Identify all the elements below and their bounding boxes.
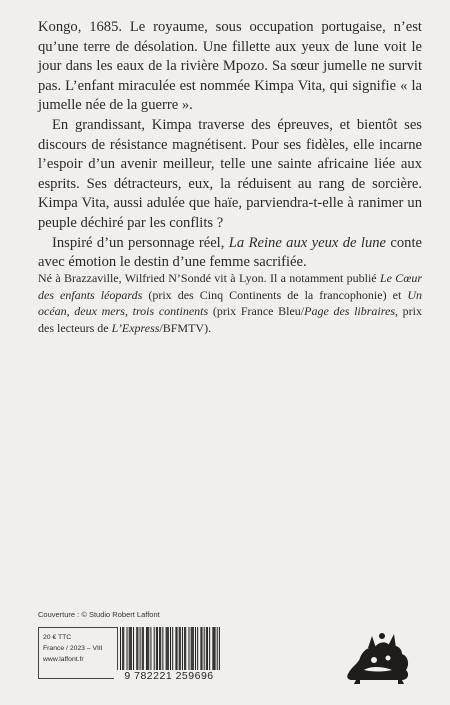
bio-text-3: (prix France Bleu/ <box>208 304 305 319</box>
book-title: La Reine aux yeux de lune <box>228 234 387 251</box>
price-box <box>38 627 118 679</box>
blurb-text <box>38 18 422 273</box>
bio-magazine: L’Express <box>111 320 160 335</box>
bio-text-2: (prix des Cinq Continents de la francophonie) et <box>142 287 408 302</box>
edition-label: France / 2023 – VIII <box>43 645 103 652</box>
publisher-logo-icon <box>338 626 418 686</box>
isbn-digits: 9 782221 259696 <box>114 670 224 682</box>
blurb-p3-text-b: conte avec émotion le destin d’une femme sacrifiée. <box>38 234 422 271</box>
bio-prize-name: Page des libraires <box>304 304 395 319</box>
bio-book-1: Le Cœur des enfants léopards <box>38 271 422 302</box>
blurb-paragraph-3 <box>38 234 422 273</box>
bio-book-2: Un océan, deux mers, trois continents <box>38 287 423 319</box>
bio-text-5: /BFMTV). <box>159 320 212 335</box>
publisher-url: www.laffont.fr <box>43 656 84 663</box>
blurb-p3-text-a: Inspiré d’un personnage réel, <box>52 234 229 251</box>
author-bio <box>38 270 422 336</box>
price-label: 20 € TTC <box>43 634 72 641</box>
blurb-paragraph-2: En grandissant, Kimpa traverse des épreuves, et bientôt ses discours de résistance magnétisent. Pour ses fidèles, elle incarne l’espoir d’un avenir meilleur, telle une sainte africaine liée aux esprits. Ses détracteurs, eux, la réduisent au rang de sorcière. Kimpa Vita, aussi adulée que haïe, parviendra-t-elle à ranimer un peuple déchiré par les conflits ? <box>38 116 422 231</box>
bio-text-1: Né à Brazzaville, Wilfried N’Sondé vit à Lyon. Il a notamment publié <box>38 271 380 285</box>
blurb-paragraph-1: Kongo, 1685. Le royaume, sous occupation portugaise, n’est qu’une terre de désolation. Une fillette aux yeux de lune voit le jour dans les eaux de la rivière Mpozo. Sa sœur jumelle ne survit pas. L’enfant miraculée est nommée Kimpa Vita, qui signifie « la jumelle née de la guerre ». <box>38 19 422 114</box>
cover-credit: Couverture : © Studio Robert Laffont <box>38 610 160 619</box>
bio-text-4: , prix des lecteurs de <box>38 304 422 335</box>
